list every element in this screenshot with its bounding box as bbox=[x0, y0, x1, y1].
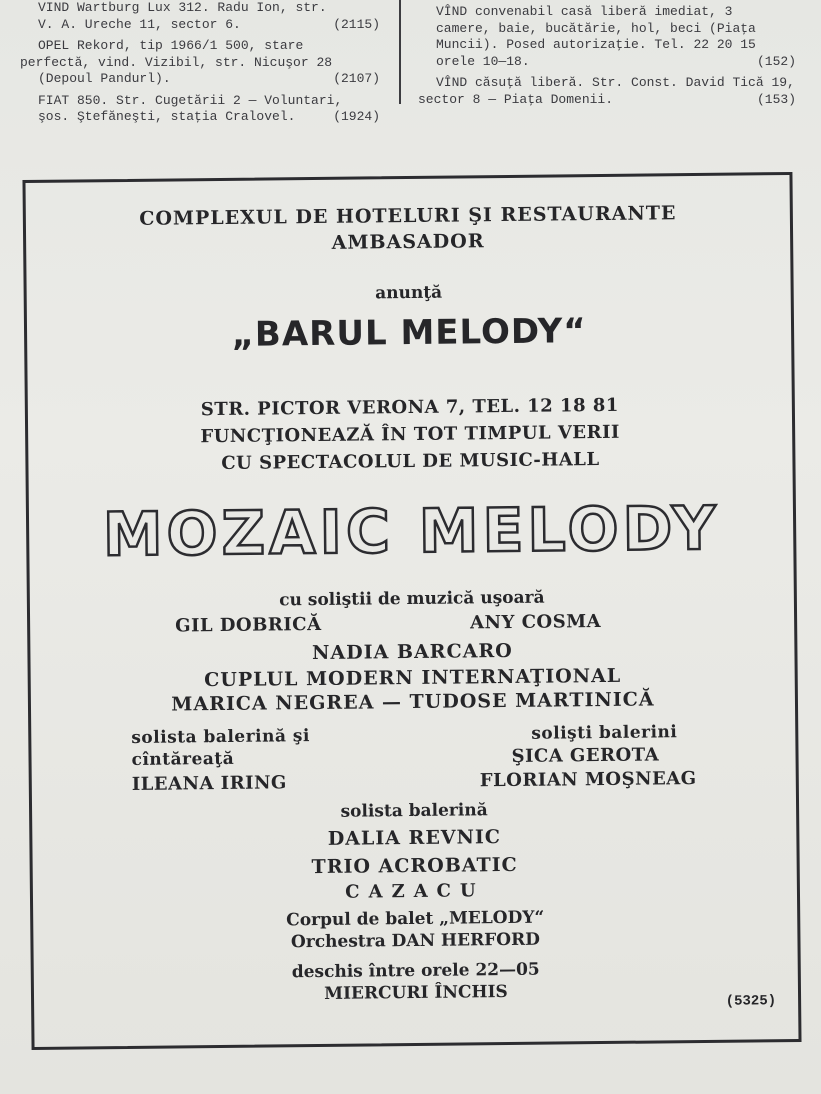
show-title: MOZAIC MELODY bbox=[102, 493, 720, 571]
soloists-intro: cu soliştii de muzică uşoară bbox=[279, 587, 545, 611]
ad-code: (153) bbox=[756, 91, 796, 107]
ad-line: Muncii). Posed autorizaţie. Tel. 22 20 15 bbox=[436, 37, 756, 52]
ad-header-sub: AMBASADOR bbox=[331, 230, 485, 254]
ad-code: (2115) bbox=[333, 16, 380, 32]
role-label: solista balerină bbox=[340, 800, 488, 822]
role-label: solista balerină şi bbox=[131, 726, 311, 748]
address: STR. PICTOR VERONA 7, TEL. 12 18 81 bbox=[200, 394, 619, 421]
performer-name: FLORIAN MOŞNEAG bbox=[479, 768, 697, 792]
ad-line: (Depoul Pandurl). bbox=[38, 71, 171, 86]
ad-code: (152) bbox=[756, 53, 796, 69]
classifieds-left-column bbox=[20, 0, 380, 131]
open-hours: deschis între orele 22—05 bbox=[291, 959, 540, 983]
ad-line: şos. Ştefăneşti, staţia Cralovel. bbox=[38, 109, 296, 124]
show-line: CU SPECTACOLUL DE MUSIC-HALL bbox=[221, 449, 600, 474]
ad-line: camere, baie, bucătărie, hol, beci (Piaţa bbox=[436, 20, 756, 36]
classified-ad bbox=[20, 93, 380, 126]
ballet-line: Corpul de balet „MELODY“ bbox=[286, 907, 545, 931]
act-name: CAZACU bbox=[345, 880, 485, 903]
performer-name: ŞICA GEROTA bbox=[511, 744, 660, 767]
couple-names: MARICA NEGREA — TUDOSE MARTINICĂ bbox=[171, 688, 655, 716]
classified-ad bbox=[20, 38, 380, 88]
ad-header: COMPLEXUL DE HOTELURI ŞI RESTAURANTE bbox=[139, 202, 677, 230]
ad-code: (5325) bbox=[725, 993, 777, 1010]
performer-name: NADIA BARCARO bbox=[312, 639, 513, 665]
ad-code: (2107) bbox=[333, 71, 380, 86]
orchestra-line: Orchestra DAN HERFORD bbox=[290, 929, 540, 953]
ad-code: (1924) bbox=[333, 109, 380, 124]
hours-line: FUNCŢIONEAZĂ ÎN TOT TIMPUL VERII bbox=[200, 421, 621, 448]
performer-name: ILEANA IRING bbox=[131, 772, 287, 795]
announces-text: anunţă bbox=[375, 282, 443, 304]
performer-name: GIL DOBRICĂ bbox=[175, 613, 322, 637]
bar-name: „BARUL MELODY“ bbox=[231, 311, 587, 355]
performer-name: DALIA REVNIC bbox=[327, 826, 502, 850]
role-label: solişti balerini bbox=[531, 722, 678, 744]
performer-name: ANY COSMA bbox=[470, 611, 602, 634]
act-title: TRIO ACROBATIC bbox=[311, 853, 518, 879]
ad-line: VÎND convenabil casă liberă imediat, 3 bbox=[436, 4, 733, 19]
ad-line: VIND Wartburg Lux 312. Radu Ion, str. bbox=[38, 0, 327, 15]
ad-line: FIAT 850. Str. Cugetării 2 — Voluntari, bbox=[38, 92, 343, 108]
classifieds-right-column bbox=[418, 4, 796, 113]
classified-ad bbox=[418, 75, 796, 108]
column-divider bbox=[399, 0, 401, 104]
ad-line: orele 10—18. bbox=[436, 53, 530, 69]
role-label: cîntăreaţă bbox=[131, 748, 235, 770]
classified-ad bbox=[20, 0, 380, 33]
ad-line: OPEL Rekord, tip 1966/1 500, stare bbox=[38, 38, 304, 53]
advertisement-box bbox=[22, 172, 801, 1050]
couple-title: CUPLUL MODERN INTERNAŢIONAL bbox=[204, 664, 622, 692]
closed-day: MIERCURI ÎNCHIS bbox=[324, 982, 508, 1004]
ad-line: perfectă, vind. Vizibil, str. Nicuşor 28 bbox=[20, 54, 333, 70]
ad-line: V. A. Ureche 11, sector 6. bbox=[38, 16, 241, 32]
ad-line: VÎND căsuţă liberă. Str. Const. David Tică 19, sector 8 — Piaţa Domenii. bbox=[418, 75, 795, 107]
classified-ad bbox=[418, 4, 796, 70]
